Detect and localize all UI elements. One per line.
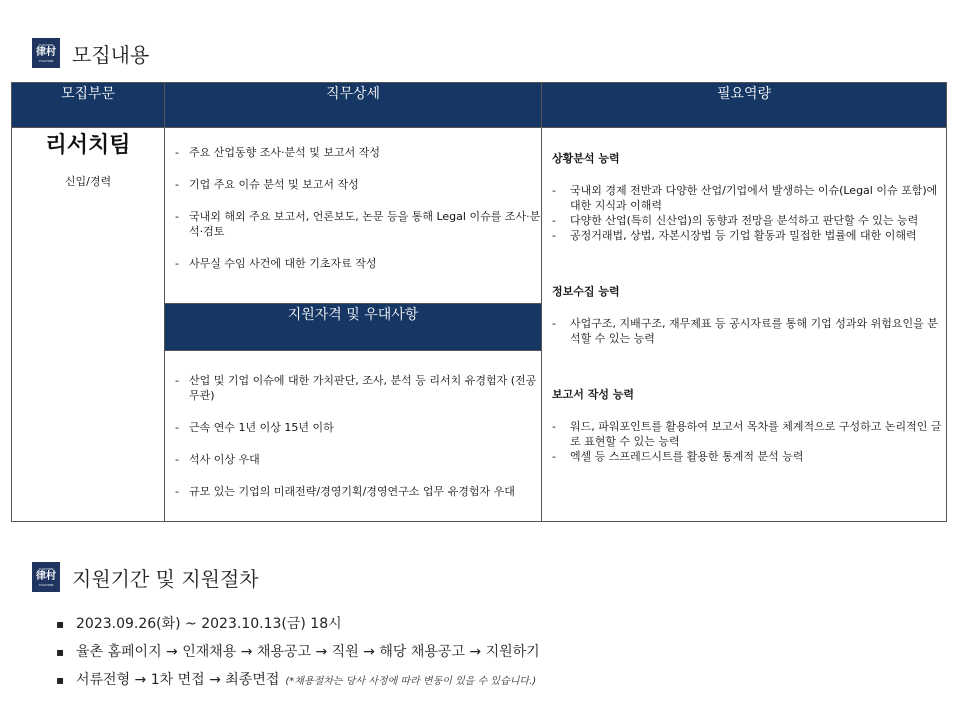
team-type: 신입/경력 [64, 175, 112, 188]
list-item: - 근속 연수 1년 이상 15년 이하 [165, 420, 541, 435]
list-item: - 공정거래법, 상법, 자본시장법 등 기업 활동과 밀접한 법률에 대한 이해력 [542, 228, 946, 243]
competency-category: 보고서 작성 능력 [552, 388, 635, 401]
recruit-section-title [32, 38, 149, 68]
recruit-table [11, 82, 947, 522]
list-item: - 기업 주요 이슈 분석 및 보고서 작성 [165, 177, 541, 192]
list-item: - 다양한 산업(특히 신산업)의 동향과 전망을 분석하고 판단할 수 있는 능력 [542, 213, 946, 228]
apply-section-title [32, 562, 259, 592]
duties-list [165, 128, 541, 271]
competency-group [542, 150, 946, 243]
apply-note: (*채용절차는 당사 사정에 따라 변동이 있을 수 있습니다.) [285, 676, 537, 687]
qualifications-list [165, 351, 541, 499]
competency-group [542, 386, 946, 464]
list-item: - 사무실 수임 사건에 대한 기초자료 작성 [165, 256, 541, 271]
yulchon-logo: YULCHON 律村 YULCHON [32, 38, 60, 68]
qualifications-header: 지원자격 및 우대사항 [165, 304, 542, 351]
apply-process: ▪ 율촌 홈페이지 → 인재채용 → 채용공고 → 직원 → 해당 채용공고 → 지원하기 [56, 641, 540, 669]
qualifications-cell [165, 351, 542, 522]
header-competencies: 필요역량 [542, 83, 947, 128]
recruit-title: 모집내용 [72, 42, 150, 67]
list-item: - 국내외 해외 주요 보고서, 언론보도, 논문 등을 통해 Legal 이슈를 조사·분석·검토 [165, 209, 541, 239]
apply-title: 지원기간 및 지원절차 [72, 566, 259, 591]
yulchon-logo: YULCHON 律村 YULCHON [32, 562, 60, 592]
list-item: - 국내외 경제 전반과 다양한 산업/기업에서 발생하는 이슈(Legal 이슈 포함)에 대한 지식과 이해력 [542, 183, 946, 213]
team-cell [12, 128, 165, 522]
apply-stages: ▪ 서류전형 → 1차 면접 → 최종면접 (*채용절차는 당사 사정에 따라 변동이 있을 수 있습니다.) [56, 669, 540, 697]
list-item: - 엑셀 등 스프레드시트를 활용한 통계적 분석 능력 [542, 449, 946, 464]
list-item: - 주요 산업동향 조사·분석 및 보고서 작성 [165, 145, 541, 160]
competencies-cell [542, 128, 947, 522]
competency-category: 상황분석 능력 [552, 152, 620, 165]
list-item: - 석사 이상 우대 [165, 452, 541, 467]
list-item: - 사업구조, 지배구조, 재무제표 등 공시자료를 통해 기업 성과와 위험요인을 분석할 수 있는 능력 [542, 316, 946, 346]
team-name: 리서치팀 [45, 133, 131, 158]
list-item: - 워드, 파워포인트를 활용하여 보고서 목차를 체계적으로 구성하고 논리적인 글로 표현할 수 있는 능력 [542, 419, 946, 449]
duties-cell [165, 128, 542, 304]
competency-category: 정보수집 능력 [552, 285, 620, 298]
list-item: - 산업 및 기업 이슈에 대한 가치판단, 조사, 분석 등 리서치 유경험자 (전공 무관) [165, 373, 541, 403]
list-item: - 규모 있는 기업의 미래전략/경영기획/경영연구소 업무 유경험자 우대 [165, 484, 541, 499]
apply-steps-list [56, 613, 540, 697]
apply-period: ▪ 2023.09.26(화) ~ 2023.10.13(금) 18시 [56, 613, 540, 641]
header-division: 모집부문 [12, 83, 165, 128]
competency-group [542, 283, 946, 346]
header-duties: 직무상세 [165, 83, 542, 128]
